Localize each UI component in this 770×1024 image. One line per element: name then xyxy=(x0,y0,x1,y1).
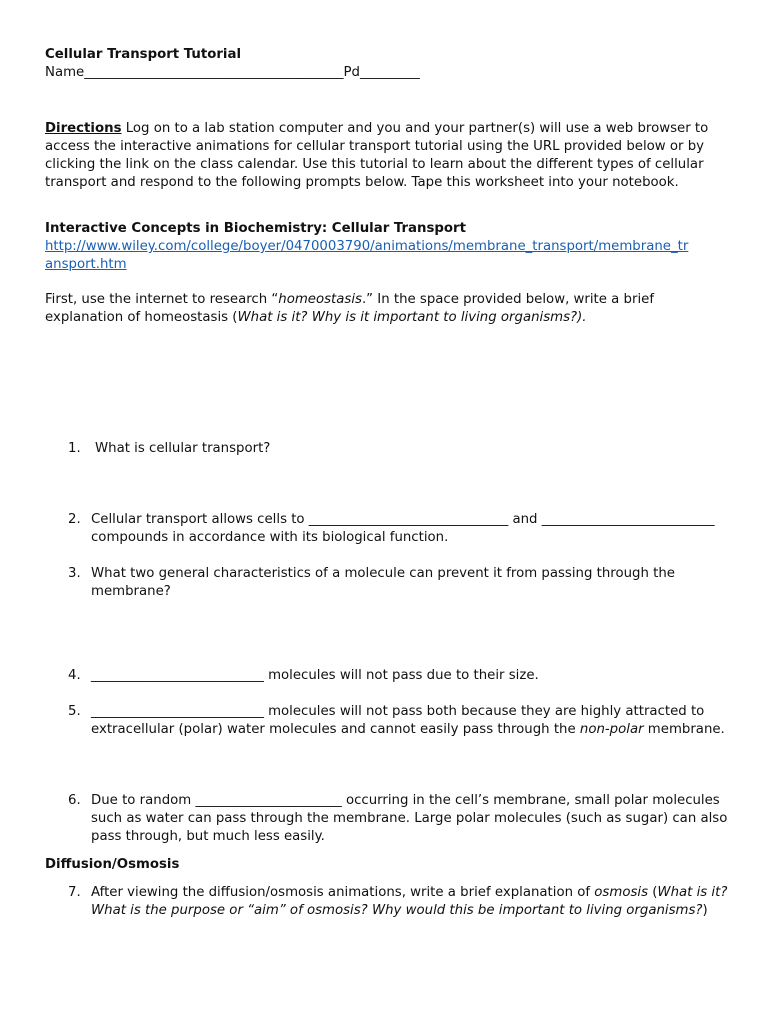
question-4-number: 4. xyxy=(68,668,81,683)
question-3-number: 3. xyxy=(68,566,81,581)
question-7 xyxy=(68,884,730,920)
directions-text: Log on to a lab station computer and you and your partner(s) will use a web browser to access the interactive animations for cellular transport tutorial using the URL provided below or by clicking the link on the class calendar. Use this tutorial to learn about the different types of cellular transport and respond to the following prompts below. Tape this worksheet into your notebook. xyxy=(45,121,709,190)
question-1 xyxy=(68,440,730,458)
homeostasis-term: homeostasis xyxy=(278,292,362,307)
question-6 xyxy=(68,792,730,846)
question-5-text-b: membrane. xyxy=(643,722,725,737)
question-1-number: 1. xyxy=(68,441,81,456)
name-period-line[interactable]: Name_______________________________________Pd_________ xyxy=(45,65,420,80)
question-7-term: osmosis xyxy=(594,885,648,900)
question-7-text xyxy=(91,884,730,920)
question-2-text: Cellular transport allows cells to ______________________________ and __________________________ compounds in accordance with its biological function. xyxy=(91,512,715,545)
question-5-text-a: __________________________ molecules will not pass both because they are highly attracted to extracellular (polar) water molecules and cannot easily pass through the xyxy=(91,704,705,737)
worksheet-header xyxy=(45,46,730,82)
directions-paragraph xyxy=(45,120,730,192)
homeostasis-question: What is it? Why is it important to living organisms?). xyxy=(237,310,587,325)
question-5 xyxy=(68,703,730,739)
question-4-text: __________________________ molecules will not pass due to their size. xyxy=(91,668,539,683)
question-7-italic-question: What is it? What is the purpose or “aim” of osmosis? Why would this be important to living organisms? xyxy=(91,885,728,918)
homeostasis-prompt xyxy=(45,291,730,327)
homeostasis-mid: .” In the space provided below, write a brief explanation of homeostasis ( xyxy=(45,292,655,325)
question-6-number: 6. xyxy=(68,793,81,808)
question-7-text-c: ) xyxy=(702,903,708,918)
resource-url-line2[interactable]: ansport.htm xyxy=(45,257,127,272)
question-3 xyxy=(68,565,730,601)
worksheet-title: Cellular Transport Tutorial xyxy=(45,47,242,62)
question-3-text: What two general characteristics of a molecule can prevent it from passing through the membrane? xyxy=(91,566,675,599)
resource-heading: Interactive Concepts in Biochemistry: Cellular Transport xyxy=(45,221,466,236)
resource-url-line1[interactable]: http://www.wiley.com/college/boyer/0470003790/animations/membrane_transport/membrane_tr xyxy=(45,239,689,254)
resource-block xyxy=(45,220,730,274)
question-7-number: 7. xyxy=(68,885,81,900)
question-6-text: Due to random ______________________ occurring in the cell’s membrane, small polar molecules such as water can pass through the membrane. Large polar molecules (such as sugar) can also pass through, but much less easily. xyxy=(91,793,728,844)
resource-url-link[interactable] xyxy=(45,238,730,274)
question-2 xyxy=(68,511,730,547)
question-5-number: 5. xyxy=(68,704,81,719)
question-5-nonpolar: non-polar xyxy=(579,722,644,737)
question-7-text-a: After viewing the diffusion/osmosis animations, write a brief explanation of xyxy=(91,885,595,900)
section-heading-diffusion-osmosis: Diffusion/Osmosis xyxy=(45,857,180,872)
question-5-text xyxy=(91,703,730,739)
homeostasis-pre: First, use the internet to research “ xyxy=(45,292,279,307)
question-2-number: 2. xyxy=(68,512,81,527)
question-7-text-b: ( xyxy=(648,885,658,900)
question-4 xyxy=(68,667,730,685)
directions-label: Directions xyxy=(45,121,122,136)
question-1-text: What is cellular transport? xyxy=(95,441,271,456)
